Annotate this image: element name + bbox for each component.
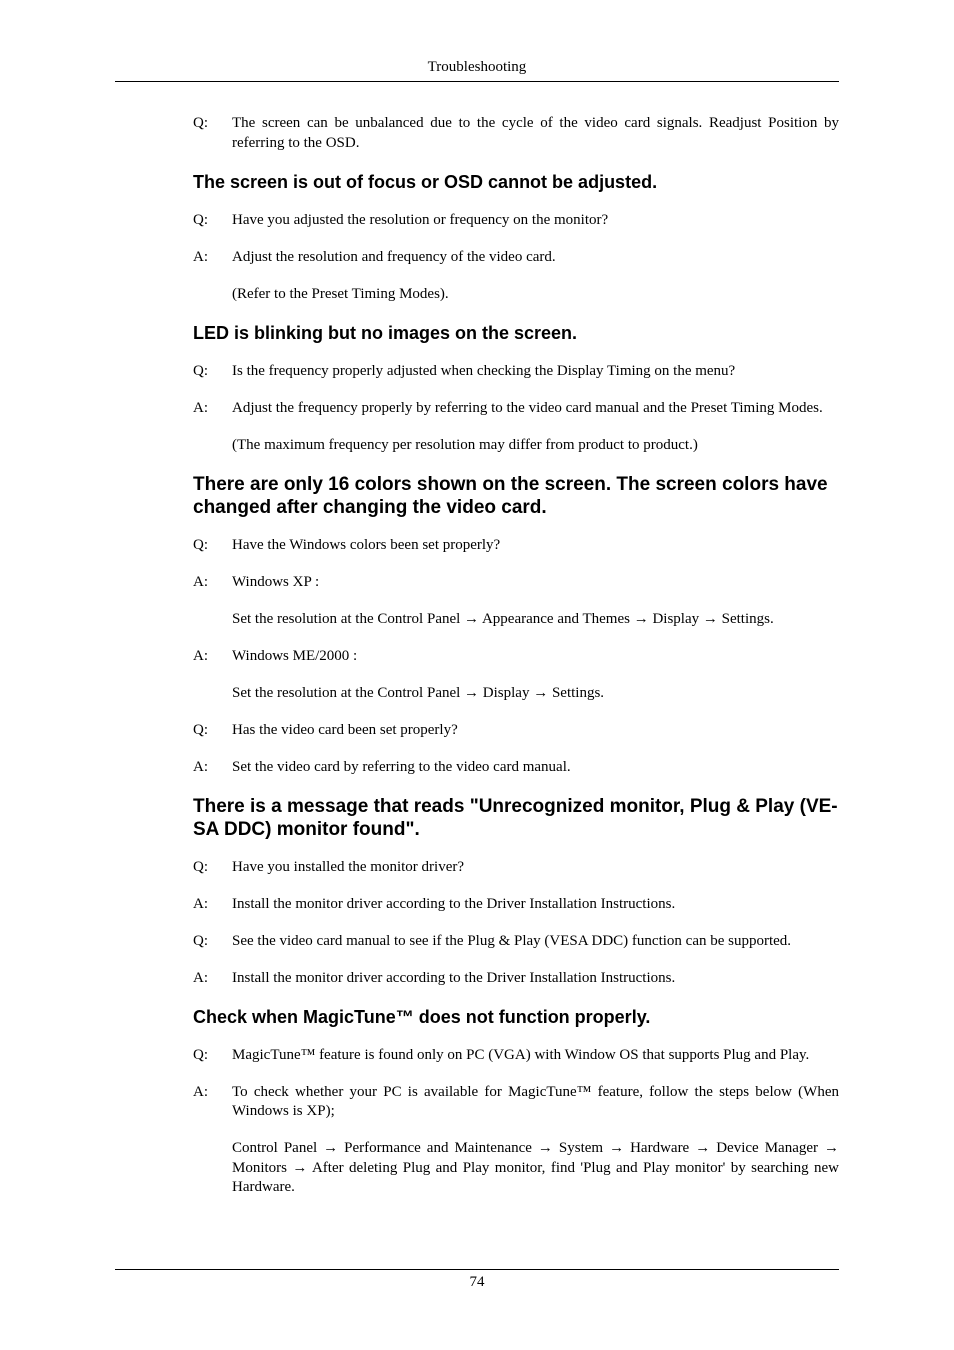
q-text: Has the video card been set properly? [232, 721, 458, 738]
q-text: Have you adjusted the resolution or frequency on the monitor? [232, 211, 609, 228]
answer [193, 399, 839, 419]
answer [193, 758, 839, 778]
section-heading-16-colors: There are only 16 colors shown on the screen. The screen colors have changed after changing the video card. [193, 473, 828, 518]
answer [193, 895, 839, 915]
q-label: Q: [193, 115, 208, 131]
question [193, 536, 839, 556]
section-heading-focus-osd: The screen is out of focus or OSD cannot be adjusted. [193, 171, 658, 192]
page-content [193, 114, 839, 1215]
a-text: Adjust the frequency properly by referring to the video card manual and the Preset Timing Modes. [232, 399, 823, 416]
q-text: Have you installed the monitor driver? [232, 858, 465, 875]
answer-note: Set the resolution at the Control Panel → Display → Settings. [232, 684, 605, 701]
a-text: Install the monitor driver according to the Driver Installation Instructions. [232, 969, 676, 986]
a-text: Install the monitor driver according to the Driver Installation Instructions. [232, 895, 676, 912]
a-label: A: [193, 895, 208, 912]
answer [193, 647, 839, 667]
q-text: See the video card manual to see if the Plug & Play (VESA DDC) function can be supported. [232, 932, 792, 949]
running-header: Troubleshooting [115, 57, 839, 82]
answer [193, 573, 839, 593]
question [193, 858, 839, 878]
q-text: Have the Windows colors been set properly? [232, 536, 501, 553]
footer-divider [115, 1269, 839, 1270]
question [193, 114, 839, 153]
a-text: To check whether your PC is available for MagicTune™ feature, follow the steps below (When Windows is XP); [232, 1083, 839, 1119]
a-text: Set the video card by referring to the video card manual. [232, 758, 571, 775]
answer [193, 248, 839, 268]
question [193, 211, 839, 231]
q-label: Q: [193, 211, 208, 228]
q-text: MagicTune™ feature is found only on PC (VGA) with Window OS that supports Plug and Play. [232, 1046, 810, 1063]
a-label: A: [193, 399, 208, 416]
a-label: A: [193, 1083, 208, 1100]
section-heading-led-blinking: LED is blinking but no images on the screen. [193, 322, 578, 343]
q-label: Q: [193, 536, 208, 553]
a-label: A: [193, 647, 208, 664]
q-label: Q: [193, 721, 208, 738]
a-text: Windows XP : [232, 573, 320, 590]
q-text: Is the frequency properly adjusted when checking the Display Timing on the menu? [232, 362, 736, 379]
question [193, 932, 839, 952]
answer-note: (Refer to the Preset Timing Modes). [232, 285, 449, 302]
q-label: Q: [193, 858, 208, 875]
question [193, 1046, 839, 1066]
answer-note: Control Panel → Performance and Maintenance → System → Hardware → Device Manager → Monitors → After deleting Plug and Play monitor, find 'Plug and Play monitor' by searching new Hardware. [232, 1140, 839, 1195]
section-heading-magictune: Check when MagicTune™ does not function properly. [193, 1006, 651, 1027]
q-label: Q: [193, 362, 208, 379]
a-label: A: [193, 758, 208, 775]
answer [193, 1083, 839, 1122]
a-label: A: [193, 969, 208, 986]
a-label: A: [193, 248, 208, 265]
q-label: Q: [193, 932, 208, 949]
a-text: Windows ME/2000 : [232, 647, 358, 664]
answer [193, 969, 839, 989]
a-text: Adjust the resolution and frequency of the video card. [232, 248, 556, 265]
q-text: The screen can be unbalanced due to the cycle of the video card signals. Readjust Position by referring to the OSD. [232, 115, 839, 151]
answer-note: Set the resolution at the Control Panel → Appearance and Themes → Display → Settings. [232, 610, 774, 627]
answer-note: (The maximum frequency per resolution may differ from product to product.) [232, 436, 698, 453]
question [193, 721, 839, 741]
page-number: 74 [469, 1274, 485, 1290]
question [193, 362, 839, 382]
a-label: A: [193, 573, 208, 590]
q-label: Q: [193, 1046, 208, 1063]
section-heading-unrecognized-monitor: There is a message that reads "Unrecognized monitor, Plug & Play (VE-SA DDC) monitor found". [193, 795, 838, 840]
